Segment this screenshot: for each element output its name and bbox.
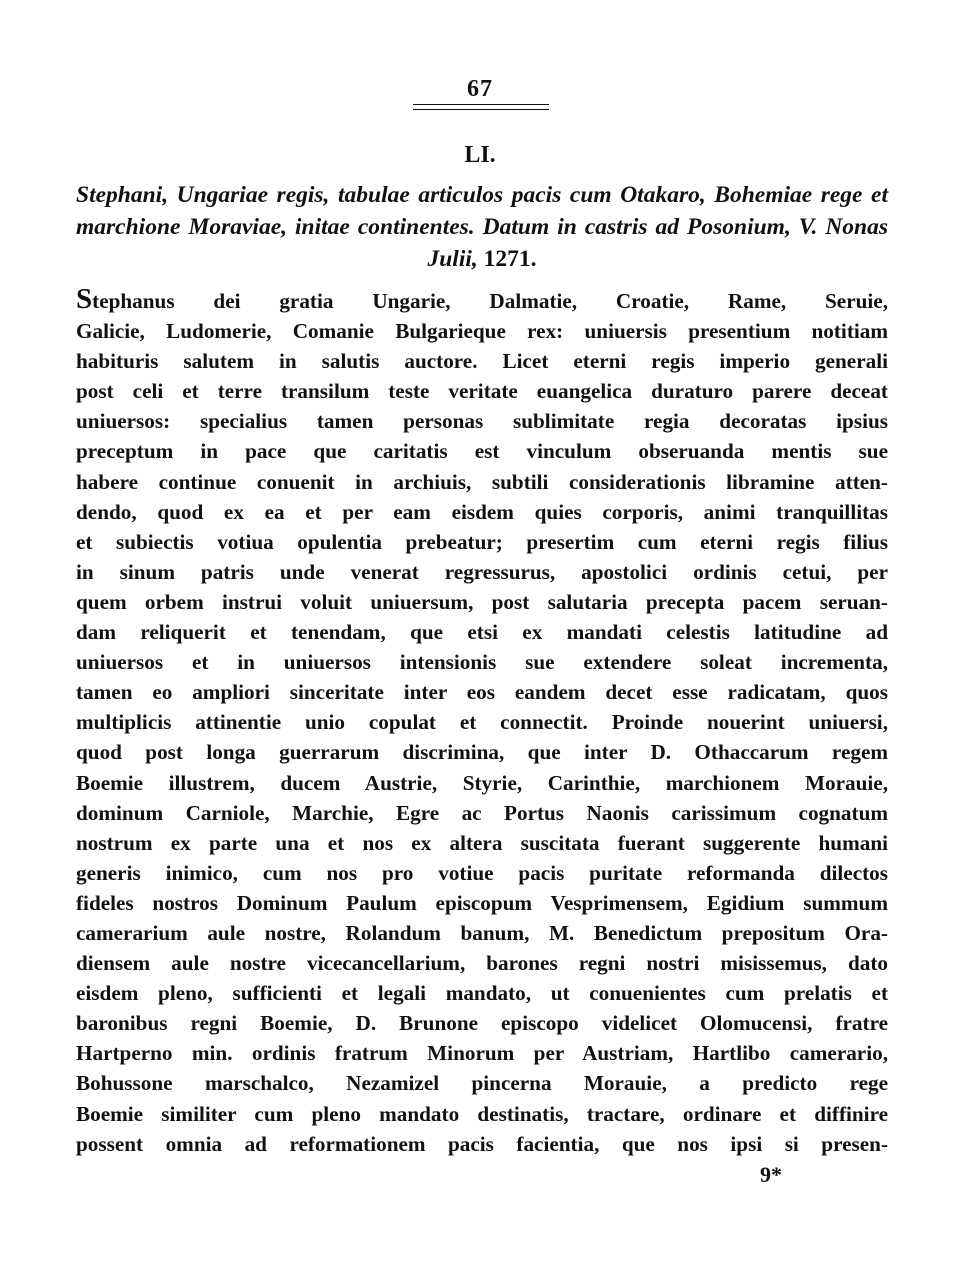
heading-year: 1271. [483,246,537,272]
body-line: habituris salutem in salutis auctore. Licet eterni regis imperio generali [76,349,888,374]
header-rule-top [413,104,549,105]
body-dropcap: S [76,286,93,315]
signature-mark: 9* [760,1162,782,1187]
body-line: baronibus regni Boemie, D. Brunone episcopo videlicet Olomucensi, fratre [76,1011,888,1036]
body-line: generis inimico, cum nos pro votiue pacis puritate reformanda dilectos [76,860,888,885]
body-line: diensem aule nostre vicecancellarium, barones regni nostri misissemus, dato [76,951,888,976]
body-line: quem orbem instrui voluit uniuersum, post salutaria precepta pacem seruan- [76,589,888,614]
body-line: habere continue conuenit in archiuis, subtili considerationis libramine atten- [76,469,888,494]
header-rule-bottom [413,109,549,110]
body-line: uniuersos: specialius tamen personas sublimitate regia decoratas ipsius [76,409,888,434]
body-line: dominum Carniole, Marchie, Egre ac Portus Naonis carissimum cognatum [76,800,888,825]
body-line: Boemie illustrem, ducem Austrie, Styrie, Carinthie, marchionem Morauie, [76,770,888,795]
body-line [76,286,888,316]
body-line: Hartperno min. ordinis fratrum Minorum per Austriam, Hartlibo camerario, [76,1041,888,1066]
body-line: preceptum in pace que caritatis est vinculum obseruanda mentis sue [76,439,888,464]
body-line: Galicie, Ludomerie, Comanie Bulgarieque rex: uniuersis presentium notitiam [76,319,888,344]
heading-line-3: Posonium, V. Nonas Julii, [427,214,889,272]
body-line: Bohussone marschalco, Nezamizel pincerna Morauie, a predicto rege [76,1071,888,1096]
body-line: eisdem pleno, sufficienti et legali mandato, ut conuenientes cum prelatis et [76,981,888,1006]
document-number: LI. [464,142,496,168]
body-line: fideles nostros Dominum Paulum episcopum Vesprimensem, Egidium summum [76,890,888,915]
heading-line-2: rege et marchione Moraviae, initae continentes. Datum in castris ad [76,182,888,240]
body-line: camerarium aule nostre, Rolandum banum, M. Benedictum prepositum Ora- [76,920,888,945]
body-line: multiplicis attinentie unio copulat et connectit. Proinde nouerint uniuersi, [76,710,888,735]
document-heading [76,179,888,275]
body-line: dendo, quod ex ea et per eam eisdem quies corporis, animi tranquillitas [76,499,888,524]
body-line-text: tephanus dei gratia Ungarie, Dalmatie, Croatie, Rame, Seruie, [92,289,888,313]
body-line: post celi et terre transilum teste veritate euangelica duraturo parere deceat [76,379,888,404]
body-line: possent omnia ad reformationem pacis facientia, que nos ipsi si presen- [76,1131,888,1156]
heading-line-1: Stephani, Ungariae regis, tabulae articulos pacis cum Otakaro, Bohemiae [76,182,813,208]
body-text [76,286,888,1159]
page-number: 67 [467,76,493,102]
body-line: uniuersos et in uniuersos intensionis sue extendere soleat incrementa, [76,650,888,675]
body-line: nostrum ex parte una et nos ex altera suscitata fuerant suggerente humani [76,830,888,855]
body-line: Boemie similiter cum pleno mandato destinatis, tractare, ordinare et diffinire [76,1101,888,1126]
body-line: quod post longa guerrarum discrimina, que inter D. Othaccarum regem [76,740,888,765]
body-line: tamen eo ampliori sinceritate inter eos eandem decet esse radicatam, quos [76,680,888,705]
body-line: dam reliquerit et tenendam, que etsi ex mandati celestis latitudine ad [76,620,888,645]
body-line: et subiectis votiua opulentia prebeatur; presertim cum eterni regis filius [76,529,888,554]
body-line: in sinum patris unde venerat regressurus, apostolici ordinis cetui, per [76,559,888,584]
